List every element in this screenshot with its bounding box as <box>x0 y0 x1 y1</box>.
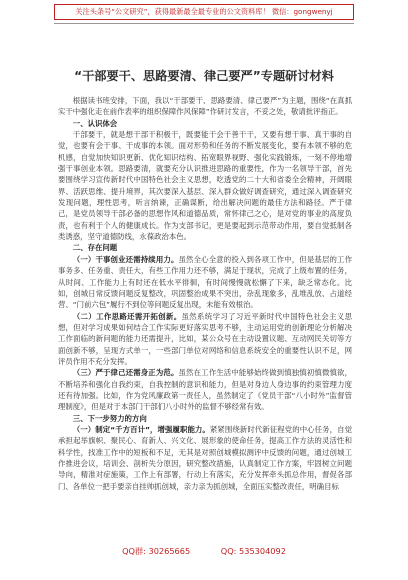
qq-contact-text: QQ: 535304092 <box>220 546 286 556</box>
promo-banner[interactable] <box>54 4 354 20</box>
subsection-paragraph <box>58 254 352 311</box>
subsection-text: 虽然系统学习了习近平新时代中国特色社会主义思想，但对学习成果如何结合工作实际更好落实思考不够，主动运用党的创新理论分析解决工作面临的新问题的能力还需提升，比如，某公众号在主动设置议题、互动网民关切等方面创新不够，呈现方式单一，一些部门单位对网络和信息系统安全的重要性认识不足，网评员作用不充分发挥。 <box>58 311 352 366</box>
section-heading: 一、认识体会 <box>72 118 118 128</box>
subsection-heading: （一）干事创业还需持续用力。 <box>72 254 179 264</box>
contact-footer <box>0 546 408 557</box>
subsection-heading: （一）制定“千方百计”，增强履职能力。 <box>72 424 210 434</box>
subsection-paragraph <box>58 424 352 492</box>
subsection-text: 虽然在工作生活中能够始终做到慎独慎初慎微慎欲，不断培养和强化自我约束，自我控制的意识和能力，但是对身边人身边事的约束管理力度还有待加强。比如，作为党风廉政第一责任人，虽然制定了《党员干部“八小时外”监督管理制度》，但是对于本部门干部们八小时外的监督不够经常有效。 <box>58 368 352 412</box>
subsection-heading: （二）工作思路还需开拓创新。 <box>72 311 182 321</box>
subsection-paragraph <box>58 367 352 412</box>
section-heading: 三、下一步努力的方向 <box>72 413 147 423</box>
promo-banner-text: 关注头条号“公文研究”，获得最新最全最专业的公文资料库！ 微信：gongwenyj <box>75 7 333 16</box>
body-paragraph: 干部要干，就是想干部干积极干，既要能干会干善干干，又要有想干事、真干事的自觉，也要有会干事、干成事的本领。面对形势和任务的不断发展变化，要有本领不够的危机感，自觉加快知识更新、优化知识结构、拓宽眼界视野、强化实践锻炼，一刻不停地增强干事创业本领。思路要清，就要充分认识推进思路的重要性，作为一名领导干部，首先要围绕学习宣传新时代中国特色社会主义思想，吃透党的二十大和省委全会精神，开阔眼界、活跃思维、提升境界，其次要深入基层、深入群众做好调查研究，通过深入调查研究发现问题，理性思考，听言纳谏，正确谋断，给出解决问题的最佳方法和路径。严于律己，是党员领导干部必备的思想作风和道德品质，常怀律己之心，是对党的事业的高度负责，也有利于个人的健康成长。作为支部书记，更是要起到示范带动作用，要自觉抵制各类诱惑，坚守道德防线，永葆政治本色。 <box>58 130 352 242</box>
subsection-heading: （三）严于律己还需身正为范。 <box>72 368 179 378</box>
subsection-text: 虽然全心全意的投入到各项工作中，但是基层的工作事务多、任务重、责任大，有些工作用力还不够，满足于现状，完成了上级布置的任务，从时间、工作能力上有时还在低水平徘徊，有时间慢慢就松懈了下来，缺乏常态化。比如，创城日常反馈问题反复整改，巩固整治成果不突出，杂乱现象多，乱堆乱放、占道经营、“门前六包”履行不到位等问题反复出现，未能有效根治。 <box>58 254 352 310</box>
body-paragraph: 根据读书班安排，下面，我以“干部要干、思路要清、律己要严”为主题，围绕“在真抓实干中强化走在前作表率的组织保障作风保障”作研讨发言，不妥之处，敬请批评指正。 <box>58 96 352 117</box>
document-title: “干部要干、思路要清、律己要严”专题研讨材料 <box>74 69 334 83</box>
qq-group-text: QQ群: 30265665 <box>122 546 191 556</box>
section-heading: 二、存在问题 <box>72 243 118 253</box>
header-divider <box>54 23 354 24</box>
subsection-text: 紧紧围绕新时代新征程党的中心任务，自觉承担起举旗帜、聚民心、育新人、兴文化、展形象的使命任务，提高工作方法的灵活性和科学性，找准工作中的短板和不足，无其是对照创城模拟测评中反馈的问题，通过创城工作推进会议，培训会、剖析失分原因，研究整改措施，认真制定工作方案，牢固树立问题导向，精准对症施策，工作上有部署，行动上有落实，充分发挥牵头抓总作用，督促各部门、各单位一把手要亲自挂帅抓创城，亲力亲为抓创城，全面压实整改责任，明确目标 <box>58 424 352 491</box>
subsection-paragraph <box>58 311 352 368</box>
document-body <box>58 95 352 535</box>
